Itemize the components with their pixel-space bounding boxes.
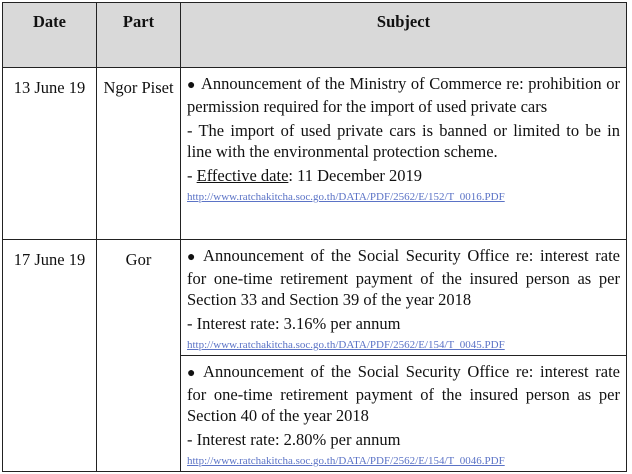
- bullet-icon: ●: [187, 78, 196, 93]
- table-row: [3, 68, 627, 240]
- header-row: [3, 3, 627, 68]
- header-part: Part: [97, 3, 181, 68]
- header-subject: Subject: [181, 3, 627, 68]
- effective-date-label: Effective date: [196, 166, 289, 185]
- announcement-entry: [181, 68, 626, 207]
- announcements-table: [2, 2, 627, 472]
- announcement-entry: [181, 355, 626, 471]
- bullet-icon: ●: [187, 250, 199, 265]
- source-link[interactable]: http://www.ratchakitcha.soc.go.th/DATA/PDF/2562/E/154/T_0046.PDF: [187, 455, 505, 467]
- effective-date-line: - Effective date: 11 December 2019: [187, 166, 423, 185]
- source-link[interactable]: http://www.ratchakitcha.soc.go.th/DATA/PDF/2562/E/152/T_0016.PDF: [187, 191, 505, 203]
- announcement-title-line: [187, 361, 620, 426]
- announcement-title-line: [187, 73, 620, 117]
- table-row: [3, 240, 627, 472]
- row-part: Ngor Piset: [97, 68, 181, 240]
- announcement-title: Announcement of the Ministry of Commerce re: prohibition or permission required for the import of used private cars: [187, 74, 620, 116]
- announcement-entry: [181, 240, 626, 355]
- row-subject: [181, 240, 627, 472]
- row-subject: [181, 68, 627, 240]
- effective-date-value: : 11 December 2019: [288, 166, 423, 185]
- announcement-title: Announcement of the Social Security Office re: interest rate for one-time retirement payment of the insured person as per Section 40 of the year 2018: [187, 362, 620, 425]
- interest-rate-line: - Interest rate: 3.16% per annum: [187, 314, 401, 333]
- row-date: 17 June 19: [3, 240, 97, 472]
- row-part: Gor: [97, 240, 181, 472]
- row-date: 13 June 19: [3, 68, 97, 240]
- interest-rate-line: - Interest rate: 2.80% per annum: [187, 430, 401, 449]
- bullet-icon: ●: [187, 366, 199, 381]
- header-date: Date: [3, 3, 97, 68]
- announcement-detail: - The import of used private cars is banned or limited to be in line with the environmental protection scheme.: [187, 121, 620, 161]
- announcement-title: Announcement of the Social Security Office re: interest rate for one-time retirement payment of the insured person as per Section 33 and Section 39 of the year 2018: [187, 246, 620, 309]
- source-link[interactable]: http://www.ratchakitcha.soc.go.th/DATA/PDF/2562/E/154/T_0045.PDF: [187, 339, 505, 351]
- announcement-title-line: [187, 245, 620, 310]
